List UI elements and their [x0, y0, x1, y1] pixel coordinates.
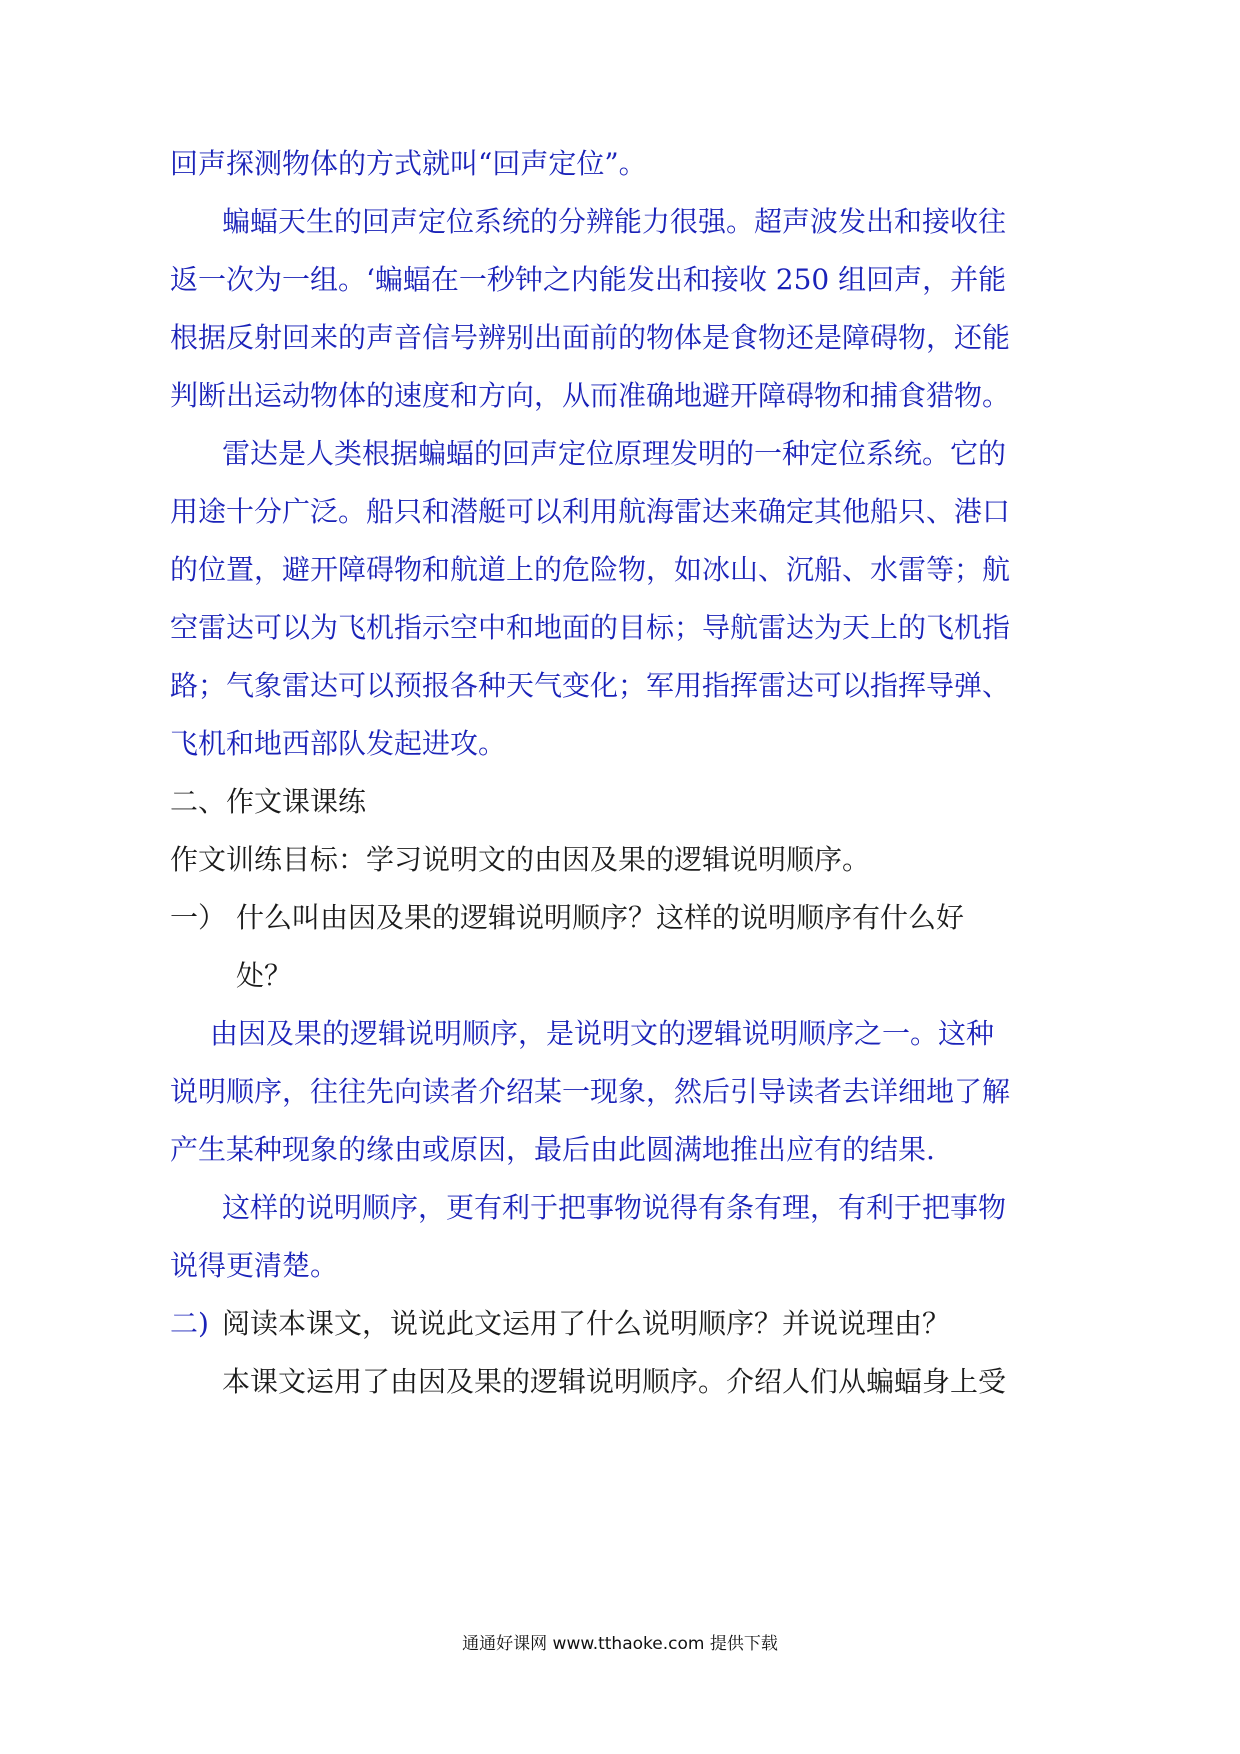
question-line: 处？ — [236, 959, 293, 992]
paragraph-line: 根据反射回来的声音信号辨别出面前的物体是食物还是障碍物，还能 — [170, 321, 1011, 354]
list-marker: 二) — [170, 1307, 209, 1340]
paragraph-line: 空雷达可以为飞机指示空中和地面的目标；导航雷达为天上的飞机指 — [170, 611, 1011, 644]
paragraph-line: 飞机和地西部队发起进攻。 — [170, 727, 507, 760]
footer-text: 通通好课网 www.tthaoke.com 提供下载 — [462, 1634, 778, 1654]
paragraph-line: 蝙蝠天生的回声定位系统的分辨能力很强。超声波发出和接收往 — [222, 205, 1007, 238]
paragraph-line: 判断出运动物体的速度和方向，从而准确地避开障碍物和捕食猎物。 — [170, 379, 1011, 412]
paragraph-line: 的位置，避开障碍物和航道上的危险物，如冰山、沉船、水雷等；航 — [170, 553, 1011, 586]
paragraph-line: 回声探测物体的方式就叫“回声定位”。 — [170, 147, 647, 180]
list-marker: 一） — [170, 901, 227, 934]
paragraph-line: 雷达是人类根据蝙蝠的回声定位原理发明的一种定位系统。它的 — [222, 437, 1007, 470]
answer-line: 说得更清楚。 — [170, 1249, 339, 1282]
paragraph-line: 用途十分广泛。船只和潜艇可以利用航海雷达来确定其他船只、港口 — [170, 495, 1011, 528]
question-line: 阅读本课文，说说此文运用了什么说明顺序？并说说理由？ — [222, 1307, 951, 1340]
question-line: 什么叫由因及果的逻辑说明顺序？这样的说明顺序有什么好 — [236, 901, 965, 934]
paragraph-line: 返一次为一组。‘蝙蝠在一秒钟之内能发出和接收 250 组回声，并能 — [170, 263, 1007, 296]
answer-line: 这样的说明顺序，更有利于把事物说得有条有理，有利于把事物 — [222, 1191, 1007, 1224]
answer-line: 由因及果的逻辑说明顺序，是说明文的逻辑说明顺序之一。这种 — [210, 1017, 995, 1050]
answer-line: 产生某种现象的缘由或原因，最后由此圆满地推出应有的结果. — [170, 1133, 935, 1166]
answer-line: 本课文运用了由因及果的逻辑说明顺序。介绍人们从蝙蝠身上受 — [222, 1365, 1007, 1398]
paragraph-line: 路；气象雷达可以预报各种天气变化；军用指挥雷达可以指挥导弹、 — [170, 669, 1011, 702]
goal-line: 作文训练目标：学习说明文的由因及果的逻辑说明顺序。 — [170, 843, 871, 876]
answer-line: 说明顺序，往往先向读者介绍某一现象，然后引导读者去详细地了解 — [170, 1075, 1011, 1108]
section-heading: 二、作文课课练 — [170, 785, 367, 818]
